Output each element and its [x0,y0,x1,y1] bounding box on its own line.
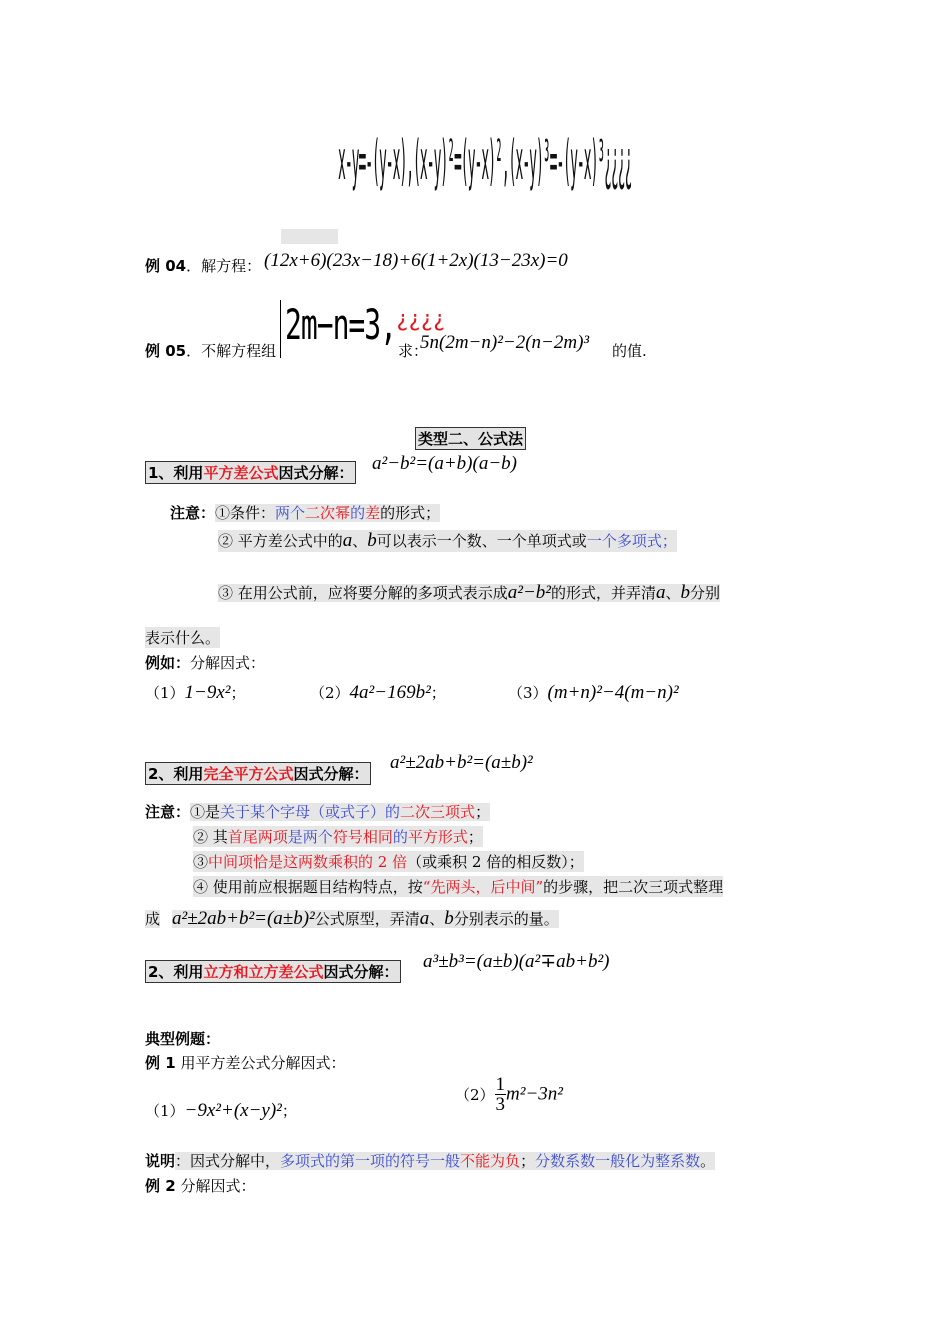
section2-heading: 2、利用完全平方公式因式分解： [145,762,371,785]
typical-example-2: 例 2 分解因式： [145,1177,256,1195]
example-for: 例如：分解因式： [145,654,266,672]
section3-heading: 2、利用立方和立方差公式因式分解： [145,960,401,983]
example-05-ask: 求： [398,342,429,360]
section2-note2: ② 其首尾两项是两个符号相同的平方形式； [193,828,483,846]
example-05-formula: 5n(2m−n)²−2(n−2m)³ [420,332,590,353]
example-05-label: 例 05 [145,342,187,360]
section1-note3: ③ 在用公式前，应将要分解的多项式表示成a²−b²的形式，并弄清a、b分别 [218,582,721,603]
garbled-highlight-bar [281,229,338,244]
typical-note: 说明：因式分解中，多项式的第一项的符号一般不能为负；分数系数一般化为整系数。 [145,1152,716,1170]
section1-note2: ② 平方差公式中的a、b可以表示一个数、一个单项式或一个多项式； [218,530,677,551]
section1-note3-cont: 表示什么。 [145,629,221,647]
section2-note1: 注意：①是关于某个字母（或式子）的二次三项式； [145,803,491,821]
example-for-item-1: （1）1−9x²； [145,682,246,703]
section2-note4: ④ 使用前应根据题目结构特点，按“先两头，后中间”的步骤，把二次三项式整理 [193,878,724,896]
typical-example-1: 例 1 用平方差公式分解因式： [145,1054,346,1072]
example-04: 例 04．解方程： [145,257,262,275]
section1-formula: a²−b²=(a+b)(a−b) [372,453,517,474]
example-for-item-2: （2）4a²−169b²； [310,682,446,703]
example-05-tail: 的值. [612,342,647,360]
example-05: 例 05．不解方程组 [145,342,277,360]
section2-formula: a²±2ab+b²=(a±b)² [390,752,533,773]
example-05-system: 2m−n=3,¿¿¿¿ [280,300,445,358]
example-04-label: 例 04 [145,257,187,275]
fraction: $\frac{1}{3}$ [495,1074,506,1115]
section1-note1: 注意：①条件：两个二次幂的差的形式； [170,504,441,522]
garbled-formula-block [338,133,632,243]
section1-heading: 1、利用平方差公式因式分解： [145,461,356,484]
typical-examples-title: 典型例题： [145,1030,221,1048]
garbled-formula-text: x-y=-(y-x),(x-y)²=(y-x)²,(x-y)³=-(y-x)³¿¿¿¿ [338,133,632,196]
section-title-type2: 类型二、公式法 [415,427,526,450]
section2-note4-cont: 成 a²±2ab+b²=(a±b)²公式原型，弄清a、b分别表示的量。 [145,908,559,929]
section2-note3: ③中间项恰是这两数乘积的 2 倍（或乘积 2 倍的相反数）； [193,853,584,871]
typical-example-1-item-1: （1）−9x²+(x−y)²； [145,1100,297,1121]
example-04-formula: (12x+6)(23x−18)+6(1+2x)(13−23x)=0 [264,250,568,271]
typical-example-1-item-2: （2） $\frac{1}{3}$ m²−3n² [455,1074,563,1115]
section3-formula: a³±b³=(a±b)(a²∓ab+b²) [423,951,610,972]
example-for-item-3: （3）(m+n)²−4(m−n)² [508,682,679,703]
